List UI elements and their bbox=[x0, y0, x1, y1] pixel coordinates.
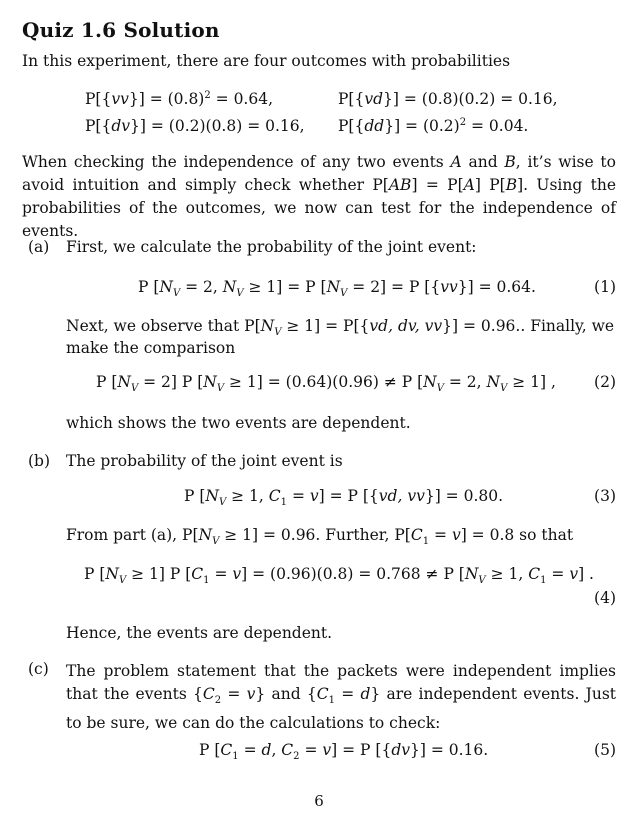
part-b-text1: The probability of the joint event is bbox=[66, 452, 343, 470]
part-b-label: (b) bbox=[28, 452, 51, 470]
outcome-vd: P[{vd}] = (0.8)(0.2) = 0.16, bbox=[338, 90, 558, 108]
part-a-label: (a) bbox=[28, 238, 50, 256]
outcome-dd: $P[\{dd\}] = (0.2)^2 = 0.04$. bbox=[338, 117, 529, 136]
part-a-text3: which shows the two events are dependent. bbox=[66, 414, 411, 432]
equation-4-number: (4) bbox=[594, 589, 616, 607]
intro-paragraph: In this experiment, there are four outcomes with probabilities bbox=[22, 52, 511, 70]
independence-paragraph: When checking the independence of any two events A and B, it’s wise to avoid intuition and simply check whether P[AB] = P[A] P[B]. Using the probabilities of the outcomes, we now can test for the independence of events. bbox=[22, 153, 617, 240]
equation-1-number: (1) bbox=[594, 278, 616, 296]
part-a-text2a: Next, we observe that $P[N_V \ge 1] = P[\{vd$, dv, vv}] = 0.96.. Finally, we bbox=[66, 317, 615, 339]
part-a-text2b: make the comparison bbox=[66, 339, 236, 357]
outcome-vv: $P[\{vv\}] = (0.8)^2 = 0.64$, bbox=[85, 90, 274, 109]
equation-3-number: (3) bbox=[594, 487, 616, 505]
part-c-label: (c) bbox=[28, 660, 49, 678]
section-title: Quiz 1.6 Solution bbox=[22, 18, 220, 42]
equation-4: P $[N_V \ge 1]$ P $[C_1 = v] = (0.96)(0.8) = 0.768 \ne P$ [$N_V \ge 1$, $C_1 = v$] . bbox=[84, 565, 594, 587]
page-number: 6 bbox=[314, 792, 324, 810]
equation-5: P [$C_1 = d$, $C_2 = v] = P$ [{dv}] = 0.16. bbox=[199, 741, 489, 763]
part-a-text1: First, we calculate the probability of the joint event: bbox=[66, 238, 477, 256]
equation-1: P [$N_V = 2$, $N_V \ge 1] = P$ $[N_V = 2] = P$ [{vv}] = 0.64. bbox=[138, 278, 536, 300]
equation-2-number: (2) bbox=[594, 373, 616, 391]
outcome-dv: P[{dv}] = (0.2)(0.8) = 0.16, bbox=[85, 117, 305, 135]
part-c-text1: The problem statement that the packets were independent implies that the events $\{C_2 = v\}$ and $\{C_1 = d\}$ are independent events. Just to be sure, we can do the calculations to check: bbox=[66, 662, 617, 733]
part-b-text2: From part (a), $P[N_V \ge 1] = 0.96$. Further, $P[C_1 = v] = 0.8$ so that bbox=[66, 526, 574, 548]
equation-2: P $[N_V = 2]$ P $[N_V \ge 1] = (0.64)(0.96) \ne P$ [$N_V = 2$, $N_V \ge 1$] , bbox=[96, 373, 556, 395]
equation-5-number: (5) bbox=[594, 741, 616, 759]
part-b-text3: Hence, the events are dependent. bbox=[66, 624, 333, 642]
equation-3: P [$N_V \ge 1$, $C_1 = v] = P$ [{vd, vv}] = 0.80. bbox=[184, 487, 504, 509]
